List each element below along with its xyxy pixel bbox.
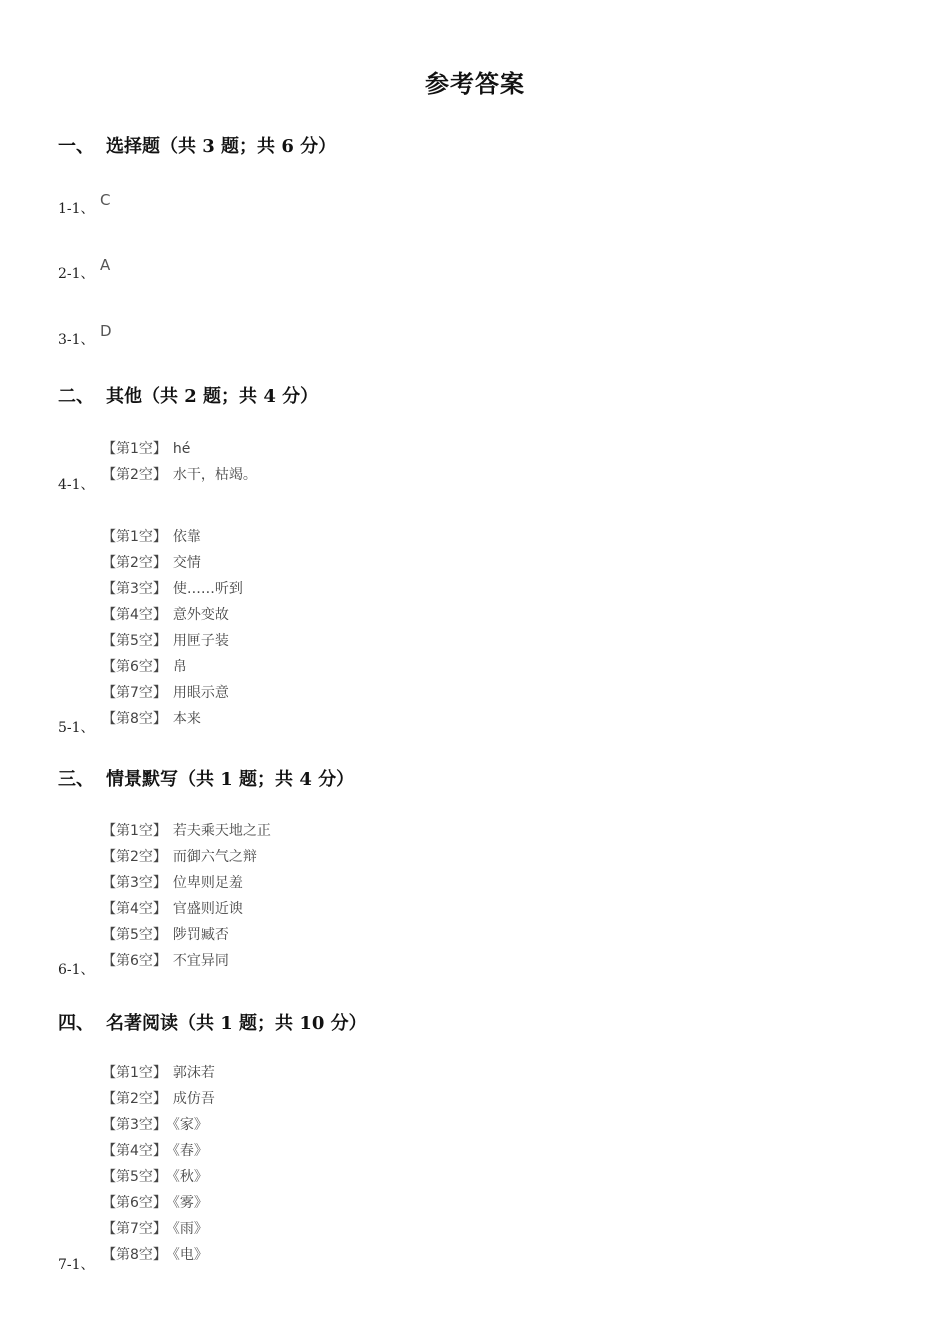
answer-blanks-4	[102, 436, 257, 488]
question-number: 7-1、	[58, 1257, 95, 1273]
blank-text: 《雾》	[172, 1195, 208, 1211]
section-title: 其他（共 2 题；共 4 分）	[106, 386, 319, 407]
blank-tag: 【第2空】	[102, 467, 167, 483]
blank-answer	[102, 1242, 215, 1268]
section-number: 一、	[58, 136, 94, 157]
blank-text: 用匣子装	[172, 633, 229, 649]
blank-text: hé	[172, 441, 191, 457]
choice-answer: C	[100, 191, 111, 209]
blank-text: 《春》	[172, 1143, 208, 1159]
blank-tag: 【第7空】	[102, 685, 167, 701]
blank-answer	[102, 922, 271, 948]
section-heading-3	[58, 765, 354, 791]
blank-tag: 【第3空】	[102, 1117, 167, 1133]
blank-tag: 【第1空】	[102, 1065, 167, 1081]
blank-tag: 【第8空】	[102, 711, 167, 727]
section-number: 二、	[58, 386, 94, 407]
blank-text: 若夫乘天地之正	[172, 823, 271, 839]
blank-text: 官盛则近谀	[172, 901, 243, 917]
section-heading-1	[58, 132, 336, 158]
section-title: 情景默写（共 1 题；共 4 分）	[106, 769, 355, 790]
blank-tag: 【第8空】	[102, 1247, 167, 1263]
blank-answer	[102, 524, 243, 550]
blank-answer	[102, 870, 271, 896]
blank-answer	[102, 462, 257, 488]
question-number: 5-1、	[58, 720, 95, 736]
blank-answer	[102, 1164, 215, 1190]
blank-tag: 【第5空】	[102, 1169, 167, 1185]
section-heading-4	[58, 1009, 367, 1035]
blank-answer	[102, 654, 243, 680]
blank-answer	[102, 1190, 215, 1216]
page-title: 参考答案	[425, 69, 525, 98]
blank-tag: 【第3空】	[102, 875, 167, 891]
question-number: 1-1、	[58, 201, 95, 217]
choice-answer: D	[100, 322, 112, 340]
blank-tag: 【第3空】	[102, 581, 167, 597]
answer-blanks-6	[102, 818, 271, 974]
blank-answer	[102, 948, 271, 974]
blank-text: 用眼示意	[172, 685, 229, 701]
blank-text: 《雨》	[172, 1221, 208, 1237]
answer-blanks-5	[102, 524, 243, 732]
blank-answer	[102, 628, 243, 654]
blank-text: 位卑则足羞	[172, 875, 243, 891]
blank-tag: 【第7空】	[102, 1221, 167, 1237]
blank-tag: 【第6空】	[102, 659, 167, 675]
section-title: 选择题（共 3 题；共 6 分）	[106, 136, 337, 157]
blank-answer	[102, 896, 271, 922]
blank-text: 依靠	[172, 529, 201, 545]
blank-answer	[102, 818, 271, 844]
question-number: 4-1、	[58, 477, 95, 493]
blank-answer	[102, 844, 271, 870]
blank-tag: 【第4空】	[102, 901, 167, 917]
blank-tag: 【第5空】	[102, 633, 167, 649]
blank-tag: 【第6空】	[102, 1195, 167, 1211]
blank-answer	[102, 1060, 215, 1086]
blank-tag: 【第1空】	[102, 529, 167, 545]
blank-answer	[102, 576, 243, 602]
blank-text: 《家》	[172, 1117, 208, 1133]
blank-text: 成仿吾	[172, 1091, 215, 1107]
section-number: 三、	[58, 769, 94, 790]
choice-answer: A	[100, 256, 111, 274]
question-number: 6-1、	[58, 962, 95, 978]
blank-text: 意外变故	[172, 607, 229, 623]
answer-blanks-7	[102, 1060, 215, 1268]
blank-answer	[102, 706, 243, 732]
blank-tag: 【第1空】	[102, 823, 167, 839]
blank-text: 《秋》	[172, 1169, 208, 1185]
blank-answer	[102, 1086, 215, 1112]
blank-text: 而御六气之辩	[172, 849, 257, 865]
blank-answer	[102, 680, 243, 706]
blank-text: 本来	[172, 711, 201, 727]
question-number: 2-1、	[58, 266, 95, 282]
blank-text: 交情	[172, 555, 201, 571]
blank-tag: 【第4空】	[102, 607, 167, 623]
blank-tag: 【第5空】	[102, 927, 167, 943]
blank-text: 使……听到	[172, 581, 243, 597]
blank-answer	[102, 436, 257, 462]
section-number: 四、	[58, 1013, 94, 1034]
section-heading-2	[58, 382, 318, 408]
blank-text: 《电》	[172, 1247, 208, 1263]
blank-text: 帛	[172, 659, 187, 675]
blank-text: 陟罚臧否	[172, 927, 229, 943]
blank-answer	[102, 1112, 215, 1138]
blank-tag: 【第6空】	[102, 953, 167, 969]
blank-tag: 【第2空】	[102, 1091, 167, 1107]
question-number: 3-1、	[58, 332, 95, 348]
section-title: 名著阅读（共 1 题；共 10 分）	[106, 1013, 367, 1034]
blank-text: 水干，枯竭。	[172, 467, 257, 483]
blank-answer	[102, 550, 243, 576]
blank-text: 不宜异同	[172, 953, 229, 969]
blank-answer	[102, 1138, 215, 1164]
blank-tag: 【第2空】	[102, 555, 167, 571]
blank-tag: 【第2空】	[102, 849, 167, 865]
blank-answer	[102, 1216, 215, 1242]
blank-text: 郭沫若	[172, 1065, 215, 1081]
blank-tag: 【第1空】	[102, 441, 167, 457]
blank-tag: 【第4空】	[102, 1143, 167, 1159]
blank-answer	[102, 602, 243, 628]
